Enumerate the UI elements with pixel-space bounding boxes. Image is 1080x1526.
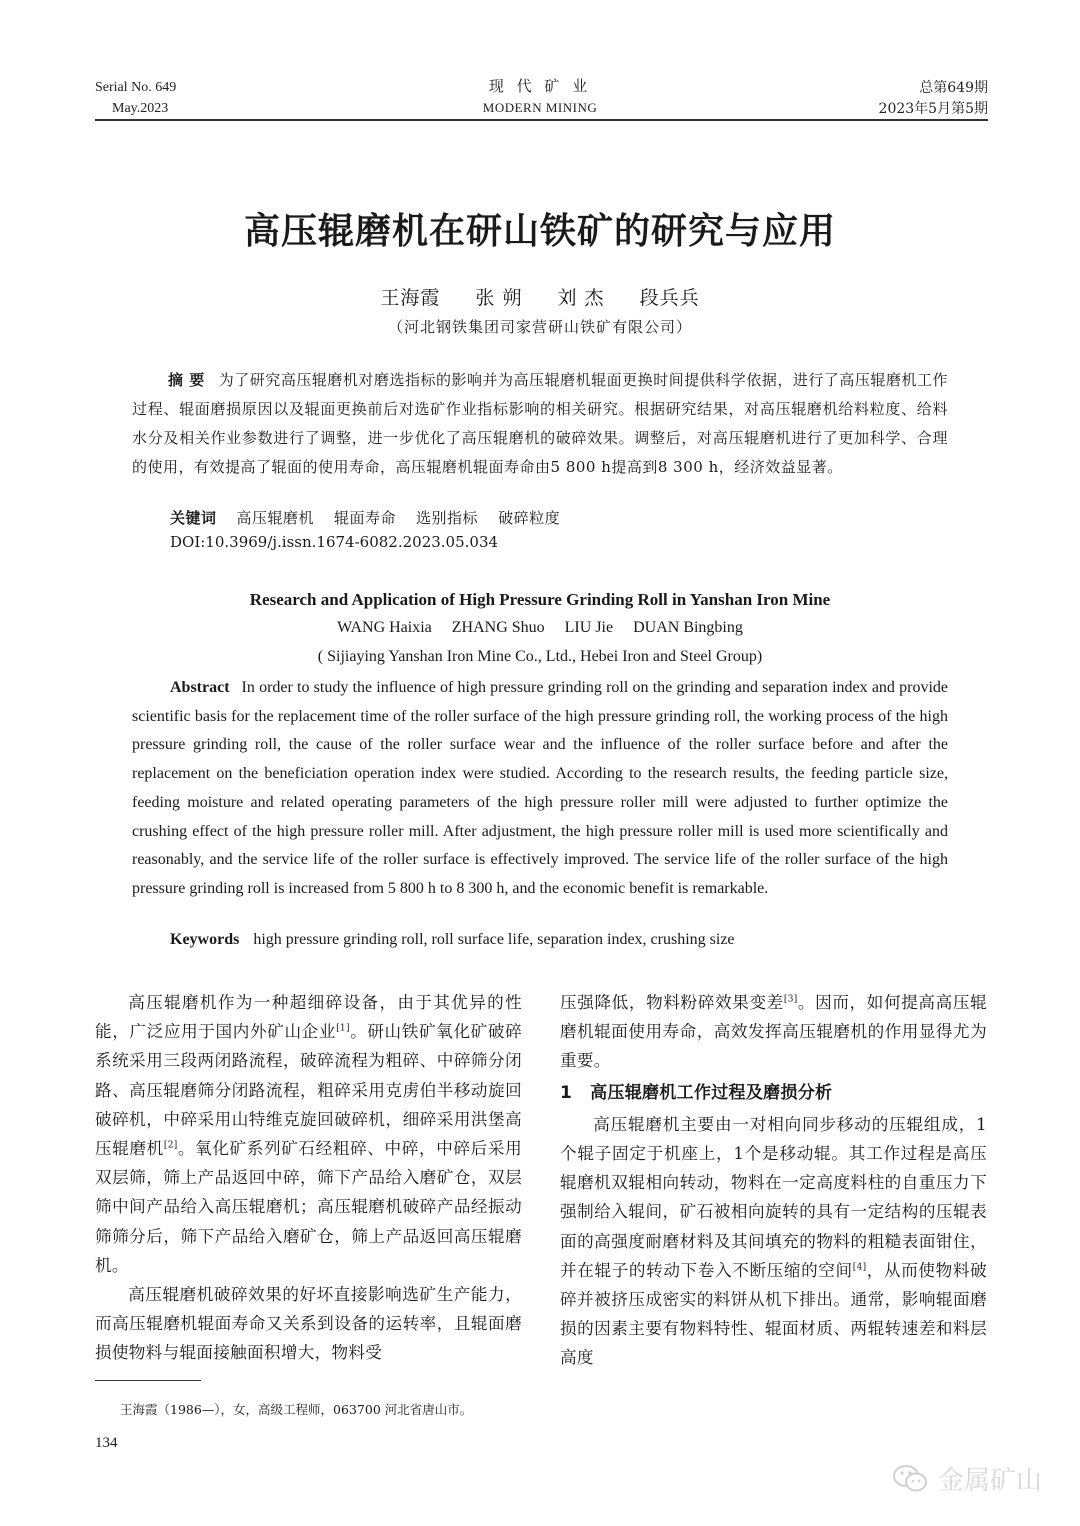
body-text: 。因而，如何提高高压辊磨机辊面使用寿命，高效发挥高压辊磨机的作用显得尤为重要。 [560,993,987,1071]
header-total-issue: 总第649期 [919,80,988,96]
section-number: 1 [560,1082,573,1103]
body-text: 。氧化矿系列矿石经粗碎、中碎，中碎后采用双层筛，筛上产品返回中碎，筛下产品给入磨矿仓，双层筛中间产品给入高压辊磨机；高压辊磨机破碎产品经振动筛筛分后，筛下产品给入磨矿仓，筛上产品返回高压辊磨机。 [95,1139,522,1275]
english-keywords-label: Keywords [170,931,240,948]
abstract-cn [132,366,948,482]
author-name: 刘 杰 [557,287,605,309]
english-title: Research and Application of High Pressure Grinding Roll in Yanshan Iron Mine [249,590,831,609]
page-number: 134 [95,1435,118,1451]
body-paragraph: 高压辊磨机破碎效果的好坏直接影响选矿生产能力，而高压辊磨机辊面寿命又关系到设备的运转率，且辊面磨损使物料与辊面接触面积增大，物料受 [95,1285,522,1363]
author-footnote: 王海霞（1986—），女，高级工程师，063700 河北省唐山市。 [120,1402,473,1417]
english-author-list [0,619,1080,637]
author-list [0,283,1080,310]
english-keywords-text: high pressure grinding roll, roll surface life, separation index, crushing size [253,931,735,948]
english-author-name: ZHANG Shuo [451,619,545,636]
doi[interactable]: DOI:10.3969/j.issn.1674-6082.2023.05.034 [170,533,499,551]
abstract-cn-text: 为了研究高压辊磨机对磨选指标的影响并为高压辊磨机辊面更换时间提供科学依据，进行了高压辊磨机工作过程、辊面磨损原因以及辊面更换前后对选矿作业指标影响的相关研究。根据研究结果，对高压辊磨机给料粒度、给料水分及相关作业参数进行了调整，进一步优化了高压辊磨机的破碎效果。调整后，对高压辊磨机进行了更加科学、合理的使用，有效提高了辊面的使用寿命，高压辊磨机辊面寿命由5 800 h提高到8 300 h，经济效益显著。 [132,371,948,476]
header-serial: Serial No. 649 [95,80,177,95]
author-name: 张 朔 [475,287,523,309]
body-paragraph [95,988,522,1280]
section-heading [560,1079,987,1108]
header-issue: 2023年5月第5期 [878,101,988,117]
citation[interactable]: [1] [336,1023,350,1034]
keyword: 辊面寿命 [334,509,397,527]
section-title: 高压辊磨机工作过程及磨损分析 [590,1082,833,1103]
header-date: May.2023 [112,101,169,116]
watermark-text: 金属矿山 [937,1466,1042,1496]
english-author-name: DUAN Bingbing [633,619,743,636]
wechat-icon [892,1463,928,1495]
watermark [892,1460,1042,1497]
body-text: ，从而使物料破碎并被挤压成密实的料饼从机下排出。通常，影响辊面磨损的因素主要有物料特性、辊面材质、两辊转速差和料层高度 [560,1260,987,1368]
citation[interactable]: [3] [783,994,798,1005]
english-abstract-text: In order to study the influence of high pressure grinding roll on the grinding and separation index and provide scientific basis for the replacement time of the roller surface of the high pressure grinding roll, the working process of the high pressure grinding roll, the cause of the roller surface wear and the influence of the roller surface before and after the replacement on the beneficiation operation index were studied. According to the research results, the feeding particle size, feeding moisture and related operating parameters of the high pressure roller mill were adjusted to further optimize the crushing effect of the high pressure roller mill. After adjustment, the high pressure roller mill is used more scientifically and reasonably, and the service life of the roller surface is effectively improved. The service life of the roller surface of the high pressure grinding roll is increased from 5 800 h to 8 300 h, and the economic benefit is remarkable. [132,679,948,897]
author-name: 段兵兵 [639,287,700,309]
body-text: 高压辊磨机作为一种超细碎设备，由于其优异的性能，广泛应用于国内外矿山企业 [95,993,522,1042]
english-author-name: WANG Haixia [337,619,432,636]
footnote-rule [95,1380,201,1381]
journal-cn-name: 现 代 矿 业 [488,77,592,95]
keyword: 高压辊磨机 [236,509,315,527]
english-abstract [132,674,948,904]
journal-en-name: MODERN MINING [482,100,598,115]
abstract-cn-label: 摘 要 [168,371,205,389]
body-text: 。研山铁矿氧化矿破碎系统采用三段两闭路流程，破碎流程为粗碎、中碎筛分闭路、高压辊磨筛分闭路流程，粗碎采用克虏伯半移动旋回破碎机，中碎采用山特维克旋回破碎机，细碎采用洪堡高压辊磨机 [95,1022,523,1159]
keywords-cn [170,504,948,533]
body-text: 高压辊磨机主要由一对相向同步移动的压辊组成，1个辊子固定于机座上，1个是移动辊。其工作过程是高压辊磨机双辊相向转动，物料在一定高度料柱的自重压力下强制给入辊间，矿石被相向旋转的具有一定结构的压辊表面的高强度耐磨材料及其间填充的物料的粗糙表面钳住，并在辊子的转动下卷入不断压缩的空间 [560,1114,987,1280]
body-paragraph [560,1110,987,1373]
english-author-name: LIU Jie [564,619,614,636]
citation[interactable]: [2] [163,1140,178,1151]
header-rule [95,119,988,121]
author-name: 王海霞 [380,287,441,309]
english-affiliation: ( Sijiaying Yanshan Iron Mine Co., Ltd., Hebei Iron and Steel Group) [317,648,763,665]
citation[interactable]: [4] [852,1262,867,1273]
body-right-column [560,988,987,1373]
keyword: 破碎粒度 [498,509,561,527]
affiliation: （河北钢铁集团司家营研山铁矿有限公司） [387,318,692,336]
paper-title: 高压辊磨机在研山铁矿的研究与应用 [243,211,836,252]
body-paragraph [560,988,987,1076]
english-abstract-label: Abstract [170,679,230,696]
body-left-column [95,988,522,1368]
keyword: 选别指标 [416,509,479,527]
english-keywords [170,931,735,949]
keywords-cn-label: 关键词 [170,509,217,527]
body-text: 压强降低，物料粉碎效果变差 [560,993,784,1012]
